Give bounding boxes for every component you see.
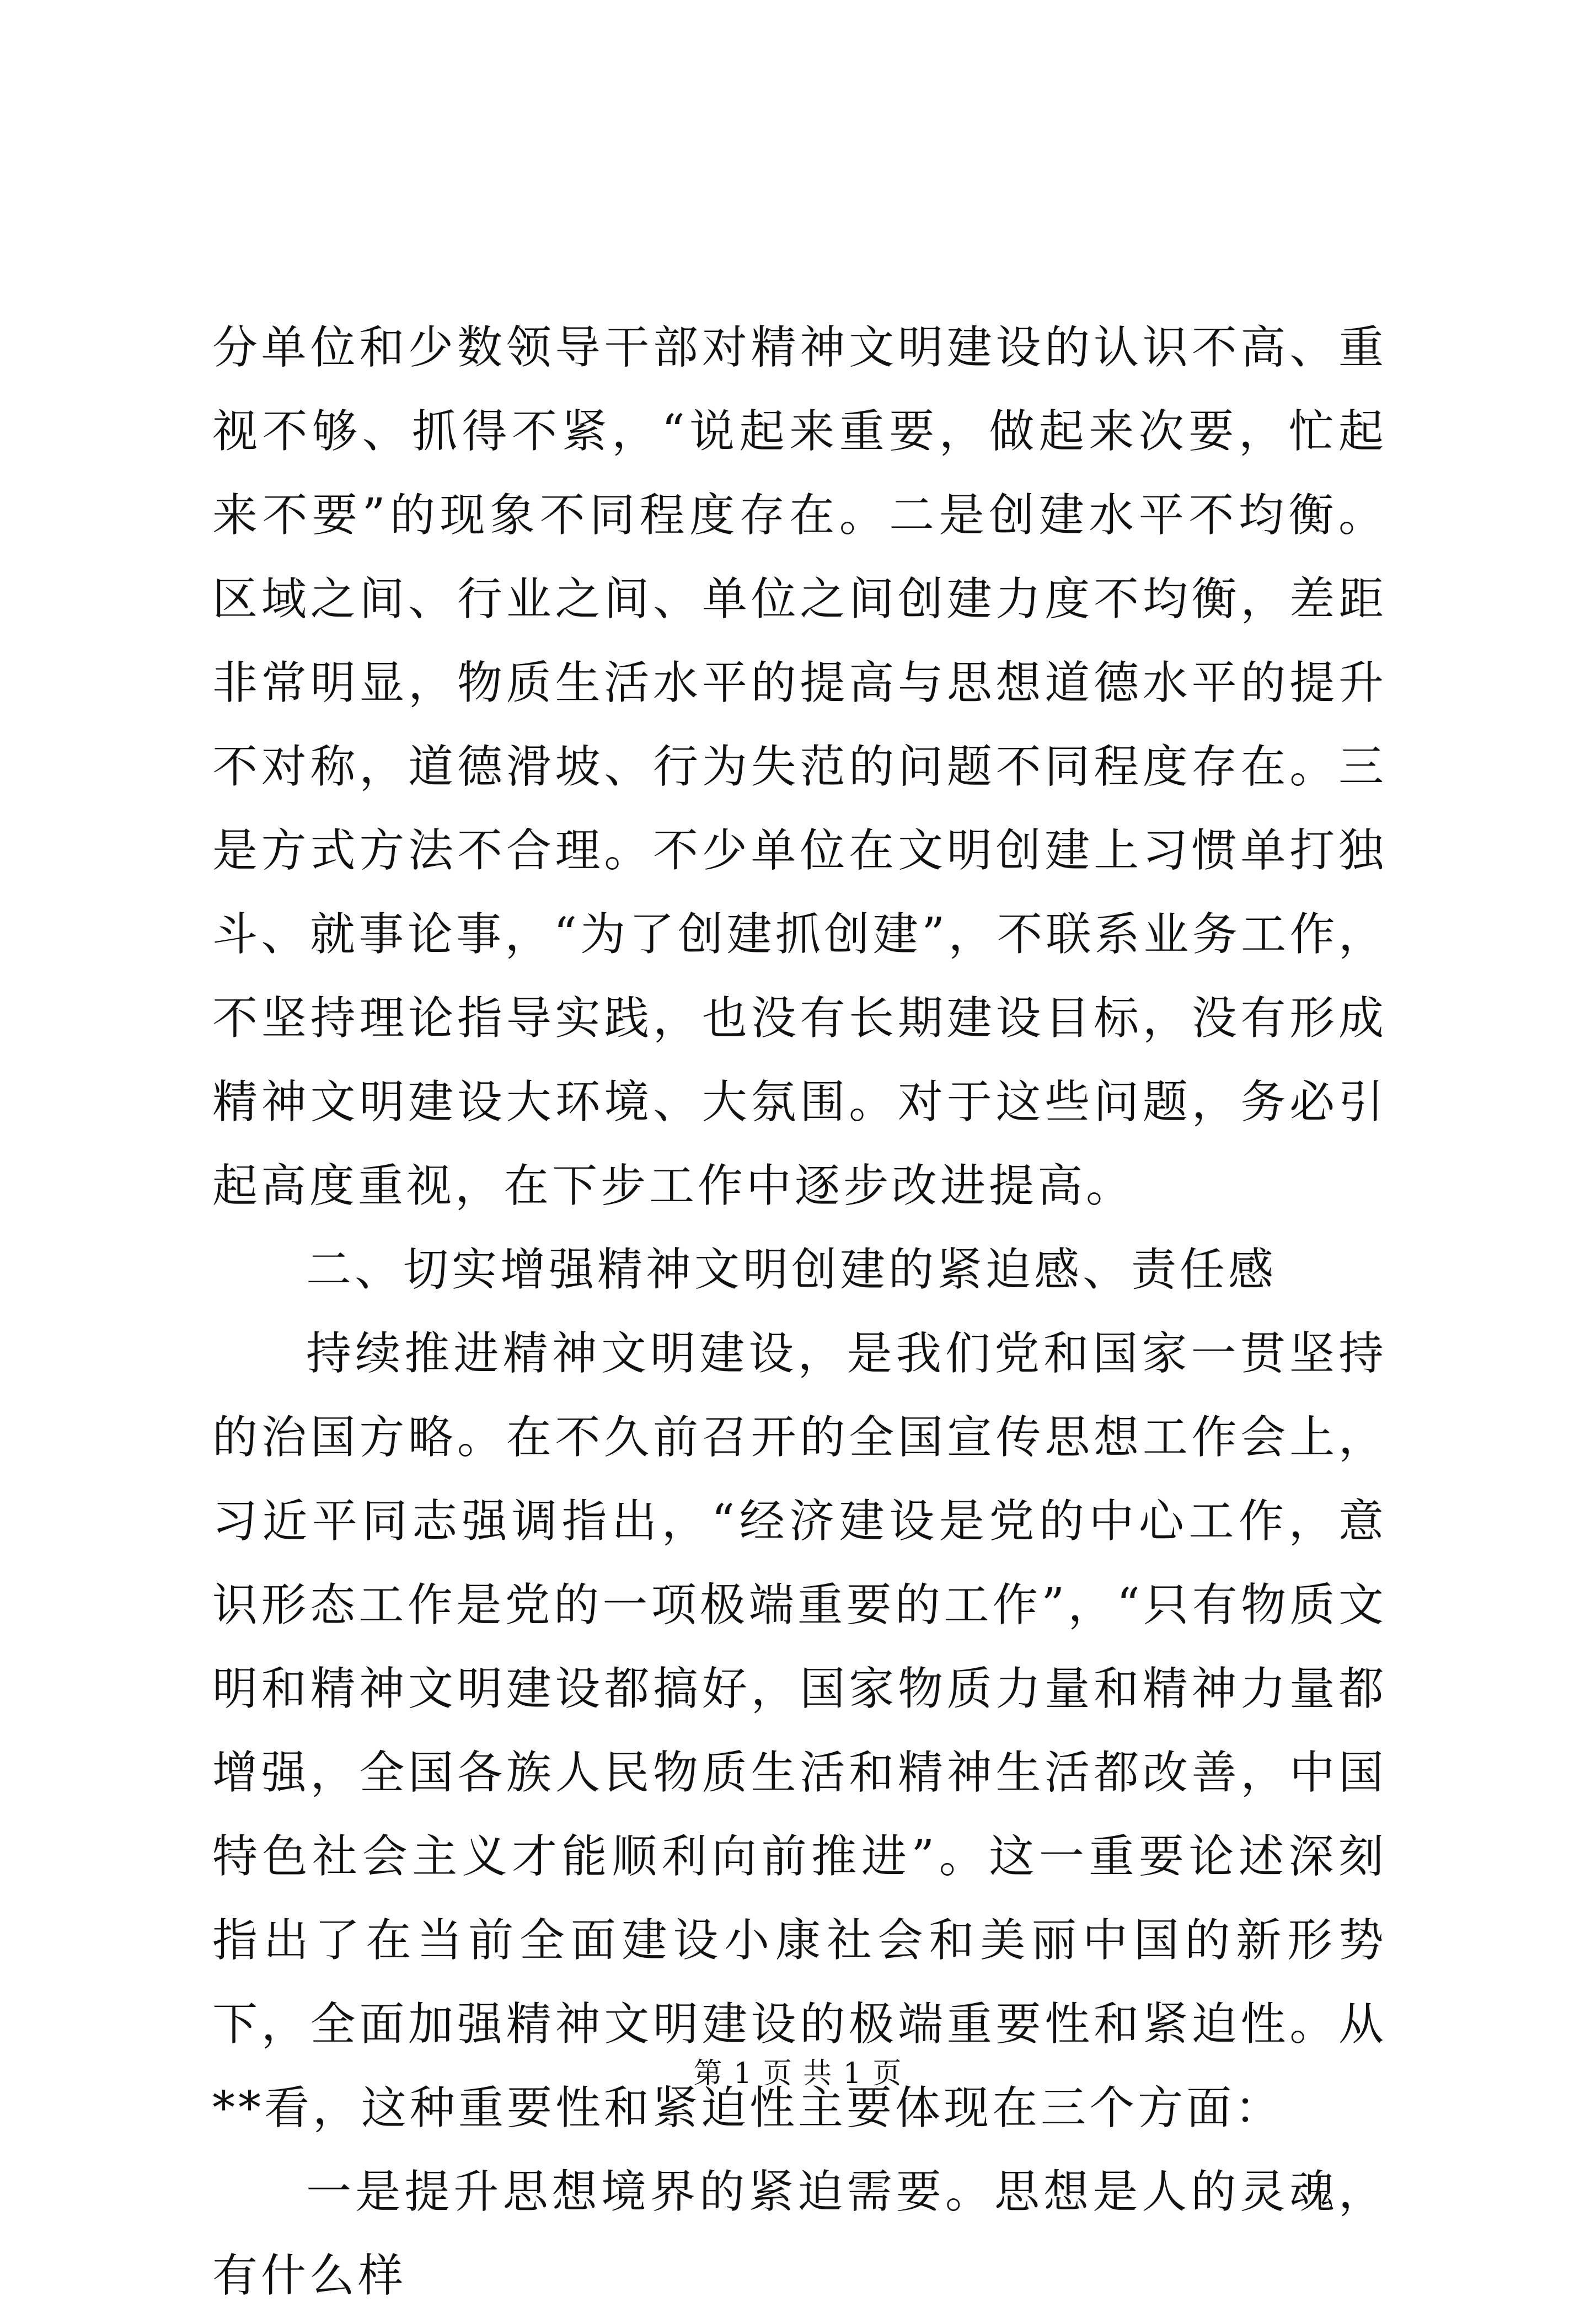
paragraph-continuation: 分单位和少数领导干部对精神文明建设的认识不高、重视不够、抓得不紧，“说起来重要，做起来次要，忙起来不要”的现象不同程度存在。二是创建水平不均衡。区域之间、行业之间、单位之间创建力度不均衡，差距非常明显，物质生活水平的提高与思想道德水平的提升不对称，道德滑坡、行为失范的问题不同程度存在。三是方式方法不合理。不少单位在文明创建上习惯单打独斗、就事论事，“为了创建抓创建”，不联系业务工作，不坚持理论指导实践，也没有长期建设目标，没有形成精神文明建设大环境、大氛围。对于这些问题，务必引起高度重视，在下步工作中逐步改进提高。 — [212, 322, 1387, 1212]
page-footer: 第 1 页 共 1 页 — [693, 2057, 903, 2090]
document-body — [212, 306, 1387, 2318]
paragraph: 持续推进精神文明建设，是我们党和国家一贯坚持的治国方略。在不久前召开的全国宣传思想工作会上，习近平同志强调指出，“经济建设是党的中心工作，意识形态工作是党的一项极端重要的工作”，“只有物质文明和精神文明建设都搞好，国家物质力量和精神力量都增强，全国各族人民物质生活和精神生活都改善，中国特色社会主义才能顺利向前推进”。这一重要论述深刻指出了在当前全面建设小康社会和美丽中国的新形势下，全面加强精神文明建设的极端重要性和紧迫性。从**看，这种重要性和紧迫性主要体现在三个方面： — [212, 1327, 1387, 2134]
section-heading: 二、切实增强精神文明创建的紧迫感、责任感 — [306, 1244, 1277, 1296]
paragraph: 一是提升思想境界的紧迫需要。思想是人的灵魂，有什么样 — [212, 2166, 1387, 2302]
